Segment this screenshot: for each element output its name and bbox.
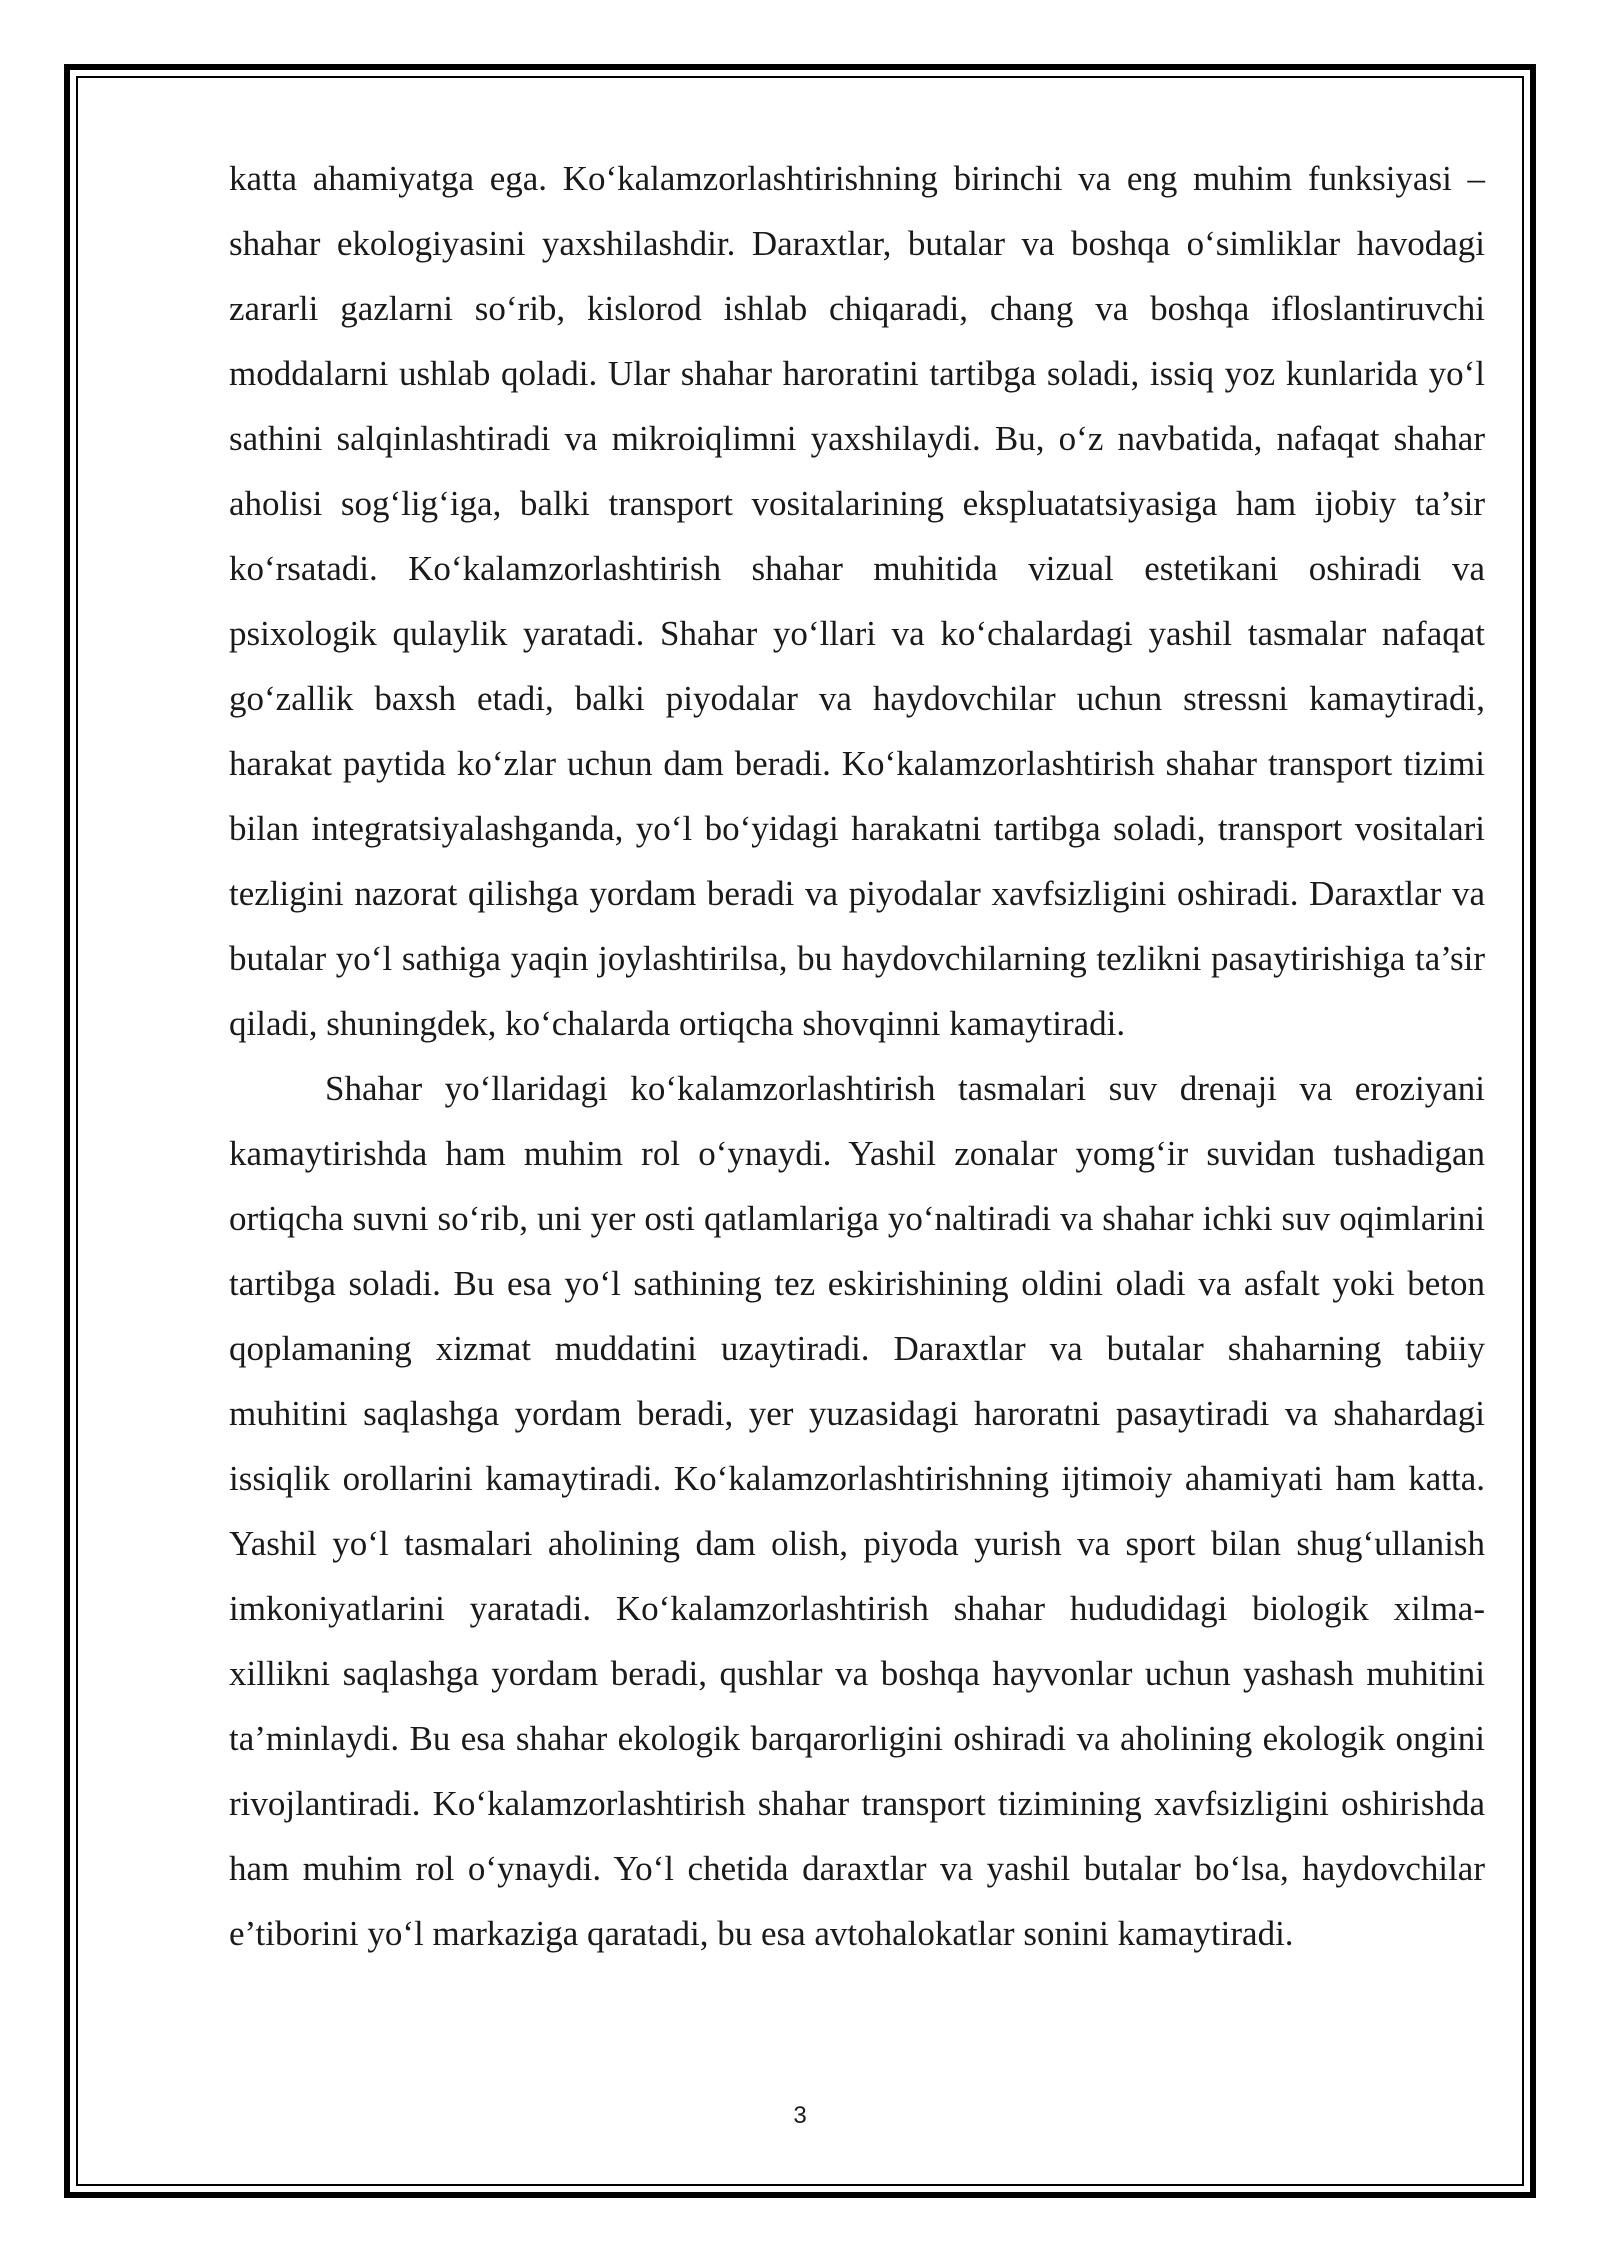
page-number: 3	[793, 2102, 807, 2129]
document-body	[229, 146, 1485, 1966]
paragraph-2: Shahar yoʻllaridagi koʻkalamzorlashtirish tasmalari suv drenaji va eroziyani kamaytirishda ham muhim rol oʻynaydi. Yashil zonalar yomgʻir suvidan tushadigan ortiqcha suvni soʻrib, uni yer osti qatlamlariga yoʻnaltiradi va shahar ichki suv oqimlarini tartibga soladi. Bu esa yoʻl sathining tez eskirishining oldini oladi va asfalt yoki beton qoplamaning xizmat muddatini uzaytiradi. Daraxtlar va butalar shaharning tabiiy muhitini saqlashga yordam beradi, yer yuzasidagi haroratni pasaytiradi va shahardagi issiqlik orollarini kamaytiradi. Koʻkalamzorlashtirishning ijtimoiy ahamiyati ham katta. Yashil yoʻl tasmalari aholining dam olish, piyoda yurish va sport bilan shugʻullanish imkoniyatlarini yaratadi. Koʻkalamzorlashtirish shahar hududidagi biologik xilma-xillikni saqlashga yordam beradi, qushlar va boshqa hayvonlar uchun yashash muhitini ta’minlaydi. Bu esa shahar ekologik barqarorligini oshiradi va aholining ekologik ongini rivojlantiradi. Koʻkalamzorlashtirish shahar transport tizimining xavfsizligini oshirishda ham muhim rol oʻynaydi. Yoʻl chetida daraxtlar va yashil butalar boʻlsa, haydovchilar e’tiborini yoʻl markaziga qaratadi, bu esa avtohalokatlar sonini kamaytiradi.	[229, 1069, 1485, 1953]
paragraph-1: katta ahamiyatga ega. Koʻkalamzorlashtirishning birinchi va eng muhim funksiyasi – shahar ekologiyasini yaxshilashdir. Daraxtlar, butalar va boshqa oʻsimliklar havodagi zararli gazlarni soʻrib, kislorod ishlab chiqaradi, chang va boshqa ifloslantiruvchi moddalarni ushlab qoladi. Ular shahar haroratini tartibga soladi, issiq yoz kunlarida yoʻl sathini salqinlashtiradi va mikroiqlimni yaxshilaydi. Bu, oʻz navbatida, nafaqat shahar aholisi sogʻligʻiga, balki transport vositalarining ekspluatatsiyasiga ham ijobiy ta’sir koʻrsatadi. Koʻkalamzorlashtirish shahar muhitida vizual estetikani oshiradi va psixologik qulaylik yaratadi. Shahar yoʻllari va koʻchalardagi yashil tasmalar nafaqat goʻzallik baxsh etadi, balki piyodalar va haydovchilar uchun stressni kamaytiradi, harakat paytida koʻzlar uchun dam beradi. Koʻkalamzorlashtirish shahar transport tizimi bilan integratsiyalashganda, yoʻl boʻyidagi harakatni tartibga soladi, transport vositalari tezligini nazorat qilishga yordam beradi va piyodalar xavfsizligini oshiradi. Daraxtlar va butalar yoʻl sathiga yaqin joylashtirilsa, bu haydovchilarning tezlikni pasaytirishiga ta’sir qiladi, shuningdek, koʻchalarda ortiqcha shovqinni kamaytiradi.	[229, 159, 1485, 1043]
